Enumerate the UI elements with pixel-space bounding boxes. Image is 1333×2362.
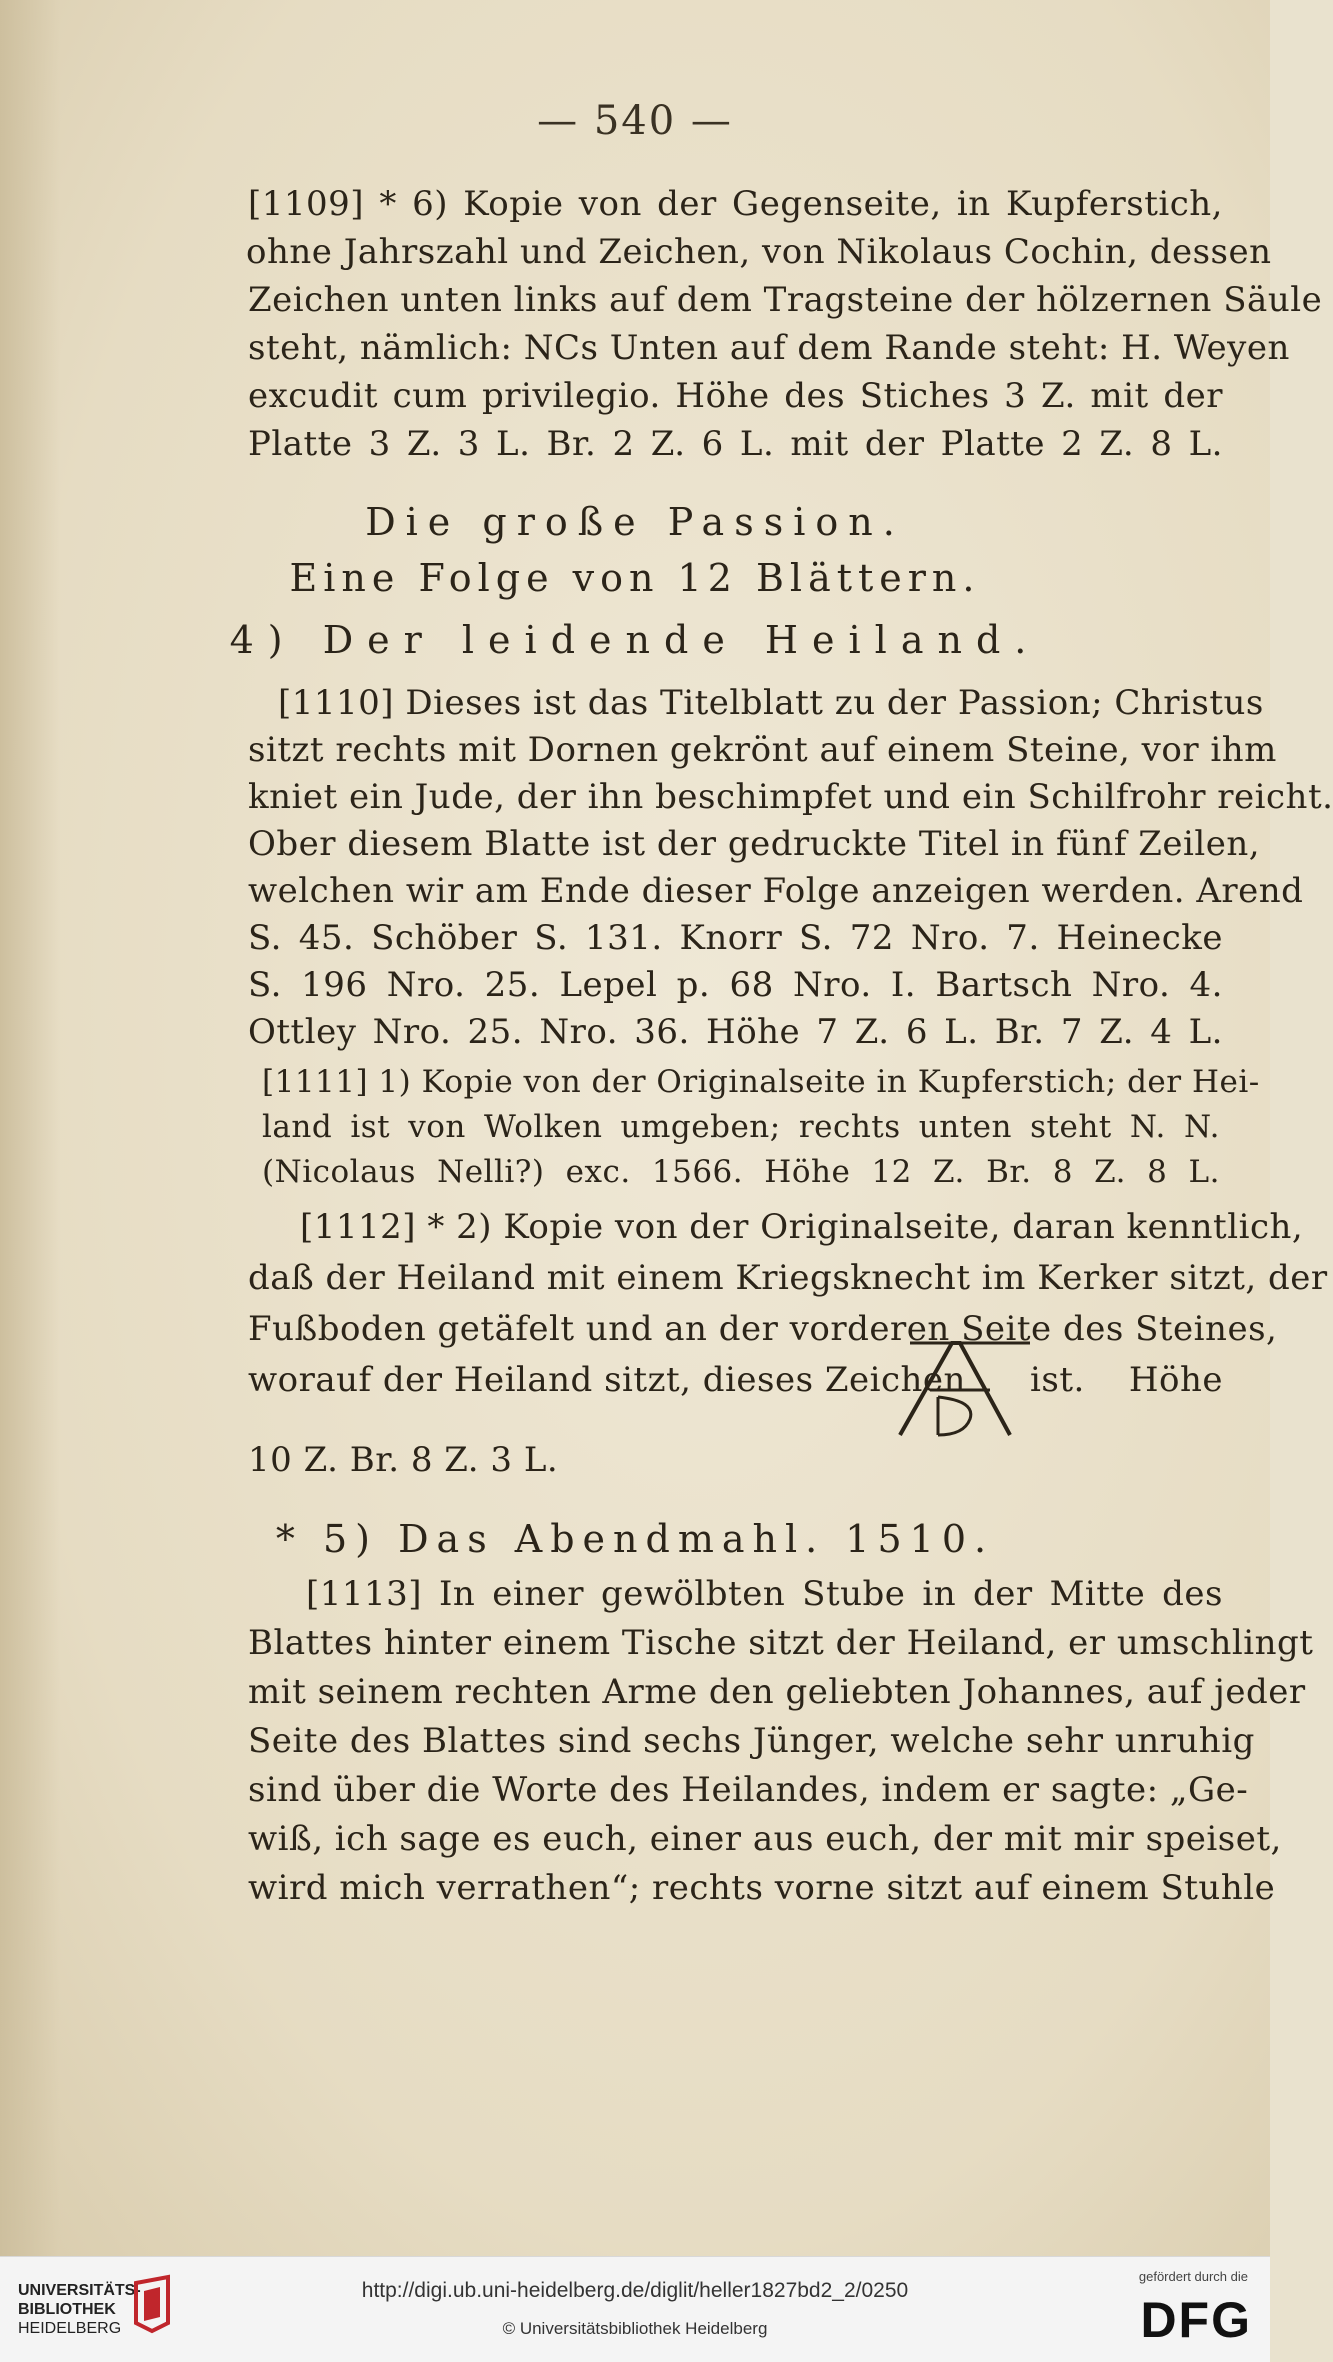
text-line: Blattes hinter einem Tische sitzt der Heiland, er umschlingt: [248, 1623, 1314, 1663]
monogram-ad-icon: [890, 1335, 1050, 1445]
text-line: 10 Z. Br. 8 Z. 3 L.: [248, 1440, 559, 1480]
permalink-url[interactable]: http://digi.ub.uni-heidelberg.de/diglit/heller1827bd2_2/0250: [361, 2279, 909, 2302]
text-line: land ist von Wolken umgeben; rechts unten steht N. N.: [262, 1109, 1220, 1145]
text-line: Platte 3 Z. 3 L. Br. 2 Z. 6 L. mit der Platte 2 Z. 8 L.: [248, 424, 1223, 464]
text-line: Seite des Blattes sind sechs Jünger, welche sehr unruhig: [248, 1721, 1255, 1761]
text-line: mit seinem rechten Arme den geliebten Johannes, auf jeder: [248, 1672, 1306, 1712]
institution-line: UNIVERSITÄTS-: [18, 2282, 141, 2299]
entry-1112: [300, 1202, 1304, 1253]
entry-1112-monogram-line: [248, 1360, 966, 1400]
text-line: S. 196 Nro. 25. Lepel p. 68 Nro. I. Bartsch Nro. 4.: [248, 965, 1223, 1005]
institution-line: BIBLIOTHEK: [18, 2301, 116, 2318]
text-line: [1113] In einer gewölbten Stube in der Mitte des: [306, 1574, 1223, 1614]
text-line: Zeichen unten links auf dem Tragsteine der hölzernen Säule: [248, 280, 1323, 320]
dfg-logo: DFG: [1140, 2292, 1252, 2348]
text-line: ist. Höhe: [1030, 1360, 1223, 1400]
text-line: (Nicolaus Nelli?) exc. 1566. Höhe 12 Z. Br. 8 Z. 8 L.: [262, 1154, 1220, 1190]
text-line: [1111] 1) Kopie von der Originalseite in Kupferstich; der Hei-: [262, 1064, 1260, 1100]
monogram-letters: AD: [1040, 1443, 1042, 1444]
text-line: Fußboden getäfelt und an der vorderen Seite des Steines,: [248, 1309, 1278, 1349]
page-number: — 540 —: [537, 98, 733, 144]
entry-1112-cont: [248, 1253, 1328, 1355]
item-heading-4: 4) Der leidende Heiland.: [229, 618, 1041, 662]
page-gutter-shadow: [0, 0, 60, 2256]
text-line: excudit cum privilegio. Höhe des Stiches 3 Z. mit der: [248, 376, 1223, 416]
entry-1112-end: [248, 1440, 1223, 1480]
entry-1112-monogram-right: [1030, 1360, 1223, 1400]
text-line: kniet ein Jude, der ihn beschimpfet und ein Schilfrohr reicht.: [248, 777, 1333, 817]
text-line: Ottley Nro. 25. Nro. 36. Höhe 7 Z. 6 L. Br. 7 Z. 4 L.: [248, 1012, 1223, 1052]
text-line: sind über die Worte des Heilandes, indem er sagte: „Ge-: [248, 1770, 1249, 1810]
entry-1111: [262, 1060, 1260, 1195]
viewer-footer: [0, 2256, 1270, 2362]
entry-1110: [248, 680, 1333, 1056]
text-line: daß der Heiland mit einem Kriegsknecht im Kerker sitzt, der: [248, 1258, 1328, 1298]
text-line: wiß, ich sage es euch, einer aus euch, der mit mir speiset,: [248, 1819, 1282, 1859]
text-line: [1110] Dieses ist das Titelblatt zu der Passion; Christus: [278, 683, 1264, 723]
text-line: Ober diesem Blatte ist der gedruckte Titel in fünf Zeilen,: [248, 824, 1261, 864]
entry-1109: [246, 180, 1323, 468]
text-line: [1112] * 2) Kopie von der Originalseite, daran kenntlich,: [300, 1207, 1304, 1247]
entry-1113: [248, 1570, 1314, 1913]
section-subheading-series: Eine Folge von 12 Blättern.: [289, 556, 981, 600]
text-line: ohne Jahrszahl und Zeichen, von Nikolaus Cochin, dessen: [246, 232, 1272, 272]
text-line: wird mich verrathen“; rechts vorne sitzt auf einem Stuhle: [248, 1868, 1276, 1908]
text-line: steht, nämlich: NCs Unten auf dem Rande steht: H. Weyen: [248, 328, 1290, 368]
text-line: welchen wir am Ende dieser Folge anzeigen werden. Arend: [248, 871, 1304, 911]
section-heading-passion: Die große Passion.: [365, 500, 905, 544]
item-heading-5: * 5) Das Abendmahl. 1510.: [275, 1517, 995, 1561]
text-line: sitzt rechts mit Dornen gekrönt auf einem Steine, vor ihm: [248, 730, 1277, 770]
text-line: S. 45. Schöber S. 131. Knorr S. 72 Nro. 7. Heinecke: [248, 918, 1223, 958]
institution-line: HEIDELBERG: [18, 2320, 122, 2337]
copyright-notice: © Universitätsbibliothek Heidelberg: [502, 2319, 768, 2338]
funding-note: gefördert durch die: [1138, 2269, 1248, 2284]
text-line: [1109] * 6) Kopie von der Gegenseite, in Kupferstich,: [248, 184, 1223, 224]
text-line: worauf der Heiland sitzt, dieses Zeichen: [248, 1360, 966, 1400]
